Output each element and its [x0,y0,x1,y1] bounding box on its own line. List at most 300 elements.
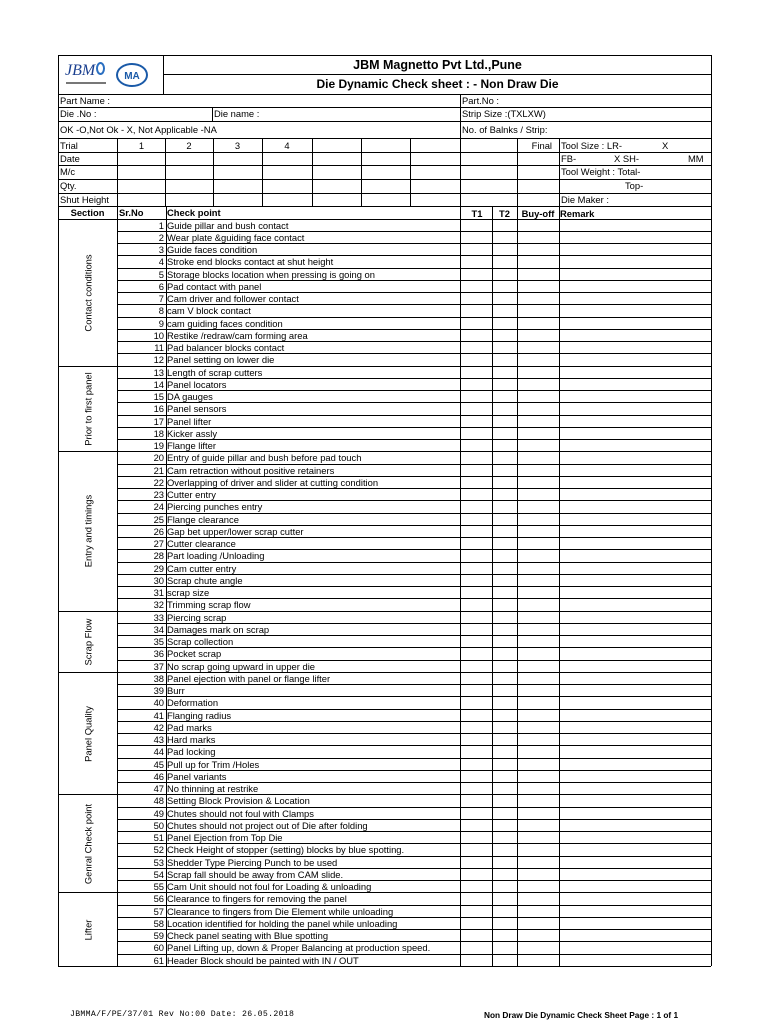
t1-entry-cell[interactable] [460,403,492,415]
buyoff-entry-cell[interactable] [517,746,559,758]
t2-entry-cell[interactable] [492,378,517,390]
t2-entry-cell[interactable] [492,746,517,758]
t2-entry-cell[interactable] [492,623,517,635]
buyoff-entry-cell[interactable] [517,354,559,366]
t1-entry-cell[interactable] [460,599,492,611]
tool-size-x: X [662,140,669,151]
row-number: 50 [153,819,164,831]
t1-entry-cell[interactable] [460,685,492,697]
section-boundary-line [58,892,711,893]
t2-entry-cell[interactable] [492,574,517,586]
t1-entry-cell[interactable] [460,819,492,831]
t2-entry-cell[interactable] [492,660,517,672]
t1-entry-cell[interactable] [460,648,492,660]
t1-entry-cell[interactable] [460,636,492,648]
row-line [117,905,711,906]
buyoff-entry-cell[interactable] [517,464,559,476]
t1-entry-cell[interactable] [460,562,492,574]
trial-number-4: 4 [284,140,290,151]
t1-entry-cell[interactable] [460,881,492,893]
buyoff-entry-cell[interactable] [517,293,559,305]
t1-entry-cell[interactable] [460,574,492,586]
t1-entry-cell[interactable] [460,721,492,733]
t2-entry-cell[interactable] [492,268,517,280]
t1-entry-cell[interactable] [460,807,492,819]
t1-entry-cell[interactable] [460,268,492,280]
t2-entry-cell[interactable] [492,550,517,562]
t2-entry-cell[interactable] [492,562,517,574]
t2-entry-cell[interactable] [492,415,517,427]
footer-doc-number: JBMMA/F/PE/37/01 Rev No:00 Date: 26.05.2018 [70,1010,295,1019]
t1-entry-cell[interactable] [460,942,492,954]
t2-entry-cell[interactable] [492,648,517,660]
t2-entry-cell[interactable] [492,305,517,317]
buyoff-entry-cell[interactable] [517,697,559,709]
buyoff-entry-cell[interactable] [517,391,559,403]
remark-entry-cell[interactable] [559,758,711,770]
remark-entry-cell[interactable] [559,721,711,733]
t2-entry-cell[interactable] [492,795,517,807]
row-line [117,353,711,354]
col-header-checkpoint: Check point [167,207,221,218]
remark-entry-cell[interactable] [559,440,711,452]
remark-entry-cell[interactable] [559,905,711,917]
t1-entry-cell[interactable] [460,280,492,292]
t1-entry-cell[interactable] [460,734,492,746]
t1-entry-cell[interactable] [460,342,492,354]
remark-entry-cell[interactable] [559,476,711,488]
row-line [117,268,711,269]
buyoff-entry-cell[interactable] [517,219,559,231]
buyoff-entry-cell[interactable] [517,415,559,427]
t2-entry-cell[interactable] [492,342,517,354]
t2-entry-cell[interactable] [492,231,517,243]
buyoff-entry-cell[interactable] [517,501,559,513]
remark-entry-cell[interactable] [559,525,711,537]
t1-entry-cell[interactable] [460,868,492,880]
t2-entry-cell[interactable] [492,758,517,770]
t2-entry-cell[interactable] [492,868,517,880]
t2-entry-cell[interactable] [492,403,517,415]
t1-entry-cell[interactable] [460,513,492,525]
buyoff-entry-cell[interactable] [517,305,559,317]
t1-entry-cell[interactable] [460,293,492,305]
t2-entry-cell[interactable] [492,501,517,513]
t2-entry-cell[interactable] [492,832,517,844]
shut-height-label: Shut Height [60,194,109,205]
t1-entry-cell[interactable] [460,832,492,844]
section-label: Prior to first panel [82,372,93,446]
t1-entry-cell[interactable] [460,305,492,317]
remark-entry-cell[interactable] [559,770,711,782]
buyoff-entry-cell[interactable] [517,378,559,390]
buyoff-entry-cell[interactable] [517,574,559,586]
remark-entry-cell[interactable] [559,795,711,807]
t2-entry-cell[interactable] [492,770,517,782]
remark-entry-cell[interactable] [559,415,711,427]
t1-entry-cell[interactable] [460,231,492,243]
remark-entry-cell[interactable] [559,807,711,819]
t2-entry-cell[interactable] [492,844,517,856]
t1-entry-cell[interactable] [460,366,492,378]
remark-entry-cell[interactable] [559,464,711,476]
t1-entry-cell[interactable] [460,758,492,770]
buyoff-entry-cell[interactable] [517,795,559,807]
t2-entry-cell[interactable] [492,391,517,403]
remark-entry-cell[interactable] [559,305,711,317]
check-point-text: Entry of guide pillar and bush before pad touch [167,452,362,464]
t2-entry-cell[interactable] [492,427,517,439]
row-line [117,402,711,403]
t2-entry-cell[interactable] [492,856,517,868]
buyoff-entry-cell[interactable] [517,611,559,623]
remark-entry-cell[interactable] [559,599,711,611]
remark-entry-cell[interactable] [559,366,711,378]
t1-entry-cell[interactable] [460,219,492,231]
remark-entry-cell[interactable] [559,452,711,464]
t1-entry-cell[interactable] [460,329,492,341]
remark-entry-cell[interactable] [559,734,711,746]
remark-entry-cell[interactable] [559,391,711,403]
remark-entry-cell[interactable] [559,623,711,635]
strip-size-label: Strip Size :(TXLXW) [462,108,546,119]
t1-entry-cell[interactable] [460,538,492,550]
buyoff-entry-cell[interactable] [517,562,559,574]
trial-label: Trial [60,140,78,151]
trial-hline [58,152,711,153]
buyoff-entry-cell[interactable] [517,329,559,341]
buyoff-entry-cell[interactable] [517,660,559,672]
t2-entry-cell[interactable] [492,244,517,256]
t1-entry-cell[interactable] [460,697,492,709]
t2-entry-cell[interactable] [492,599,517,611]
row-line [117,500,711,501]
t1-entry-cell[interactable] [460,550,492,562]
remark-entry-cell[interactable] [559,868,711,880]
remark-entry-cell[interactable] [559,648,711,660]
t1-entry-cell[interactable] [460,905,492,917]
remark-entry-cell[interactable] [559,636,711,648]
buyoff-entry-cell[interactable] [517,685,559,697]
t2-entry-cell[interactable] [492,807,517,819]
t2-entry-cell[interactable] [492,587,517,599]
t2-entry-cell[interactable] [492,293,517,305]
remark-entry-cell[interactable] [559,930,711,942]
t1-entry-cell[interactable] [460,660,492,672]
buyoff-entry-cell[interactable] [517,893,559,905]
t2-entry-cell[interactable] [492,917,517,929]
check-point-text: Wear plate &guiding face contact [167,231,305,243]
buyoff-entry-cell[interactable] [517,538,559,550]
t2-entry-cell[interactable] [492,329,517,341]
remark-entry-cell[interactable] [559,587,711,599]
t1-entry-cell[interactable] [460,427,492,439]
check-point-text: Hard marks [167,734,216,745]
buyoff-entry-cell[interactable] [517,440,559,452]
remark-entry-cell[interactable] [559,697,711,709]
row-line [117,390,711,391]
t1-entry-cell[interactable] [460,954,492,966]
t1-entry-cell[interactable] [460,256,492,268]
top-label: Top- [625,180,644,191]
buyoff-entry-cell[interactable] [517,832,559,844]
remark-entry-cell[interactable] [559,268,711,280]
buyoff-entry-cell[interactable] [517,758,559,770]
remark-entry-cell[interactable] [559,256,711,268]
buyoff-entry-cell[interactable] [517,452,559,464]
t2-entry-cell[interactable] [492,489,517,501]
remark-entry-cell[interactable] [559,538,711,550]
row-number: 21 [153,464,164,476]
buyoff-entry-cell[interactable] [517,403,559,415]
buyoff-entry-cell[interactable] [517,550,559,562]
buyoff-entry-cell[interactable] [517,636,559,648]
remark-entry-cell[interactable] [559,954,711,966]
remark-entry-cell[interactable] [559,501,711,513]
buyoff-entry-cell[interactable] [517,734,559,746]
buyoff-entry-cell[interactable] [517,856,559,868]
remark-entry-cell[interactable] [559,672,711,684]
col-header-srno: Sr.No [119,207,144,218]
t2-entry-cell[interactable] [492,538,517,550]
buyoff-entry-cell[interactable] [517,807,559,819]
remark-entry-cell[interactable] [559,611,711,623]
remark-entry-cell[interactable] [559,550,711,562]
row-number: 7 [158,293,164,304]
buyoff-entry-cell[interactable] [517,599,559,611]
t2-entry-cell[interactable] [492,219,517,231]
die-name-label: Die name : [214,108,260,119]
row-number: 40 [153,697,164,709]
t1-entry-cell[interactable] [460,452,492,464]
t2-entry-cell[interactable] [492,513,517,525]
logo-block [62,58,162,94]
remark-entry-cell[interactable] [559,378,711,390]
row-number: 4 [158,256,164,268]
t1-entry-cell[interactable] [460,844,492,856]
row-line [117,255,711,256]
buyoff-entry-cell[interactable] [517,930,559,942]
row-number: 31 [153,587,164,598]
buyoff-entry-cell[interactable] [517,366,559,378]
section-boundary-line [58,672,711,673]
row-number: 9 [158,317,164,329]
check-point-text: Length of scrap cutters [167,366,263,378]
check-point-text: Panel ejection with panel or flange lifter [167,672,331,684]
t1-entry-cell[interactable] [460,440,492,452]
t1-entry-cell[interactable] [460,476,492,488]
t2-entry-cell[interactable] [492,672,517,684]
row-number: 51 [153,832,164,843]
remark-entry-cell[interactable] [559,819,711,831]
remark-entry-cell[interactable] [559,844,711,856]
t2-entry-cell[interactable] [492,440,517,452]
jbm-logo-tagline [66,82,106,84]
info-line-2 [58,121,711,122]
remark-entry-cell[interactable] [559,893,711,905]
row-line [117,941,711,942]
remark-entry-cell[interactable] [559,513,711,525]
remark-entry-cell[interactable] [559,219,711,231]
t2-entry-cell[interactable] [492,954,517,966]
t2-entry-cell[interactable] [492,366,517,378]
buyoff-entry-cell[interactable] [517,709,559,721]
row-number: 57 [153,905,164,917]
buyoff-entry-cell[interactable] [517,770,559,782]
t2-entry-cell[interactable] [492,354,517,366]
remark-entry-cell[interactable] [559,280,711,292]
row-line [117,280,711,281]
t2-entry-cell[interactable] [492,905,517,917]
buyoff-entry-cell[interactable] [517,917,559,929]
t1-entry-cell[interactable] [460,709,492,721]
t1-entry-cell[interactable] [460,746,492,758]
t2-entry-cell[interactable] [492,734,517,746]
t2-entry-cell[interactable] [492,256,517,268]
remark-entry-cell[interactable] [559,709,711,721]
buyoff-entry-cell[interactable] [517,942,559,954]
buyoff-entry-cell[interactable] [517,783,559,795]
buyoff-entry-cell[interactable] [517,905,559,917]
t2-entry-cell[interactable] [492,525,517,537]
t2-entry-cell[interactable] [492,317,517,329]
remark-entry-cell[interactable] [559,783,711,795]
buyoff-entry-cell[interactable] [517,280,559,292]
t2-entry-cell[interactable] [492,636,517,648]
t1-entry-cell[interactable] [460,672,492,684]
row-line [117,647,711,648]
t2-entry-cell[interactable] [492,476,517,488]
t1-entry-cell[interactable] [460,917,492,929]
remark-entry-cell[interactable] [559,329,711,341]
section-boundary-line [58,366,711,367]
buyoff-entry-cell[interactable] [517,525,559,537]
buyoff-entry-cell[interactable] [517,513,559,525]
row-line [117,868,711,869]
t1-entry-cell[interactable] [460,856,492,868]
buyoff-entry-cell[interactable] [517,721,559,733]
t1-entry-cell[interactable] [460,893,492,905]
remark-entry-cell[interactable] [559,342,711,354]
buyoff-entry-cell[interactable] [517,317,559,329]
row-line [117,660,711,661]
remark-entry-cell[interactable] [559,317,711,329]
check-point-text: Location identified for holding the panel while unloading [167,917,398,929]
t2-entry-cell[interactable] [492,611,517,623]
t2-entry-cell[interactable] [492,942,517,954]
buyoff-entry-cell[interactable] [517,244,559,256]
remark-entry-cell[interactable] [559,660,711,672]
remark-entry-cell[interactable] [559,856,711,868]
t1-entry-cell[interactable] [460,317,492,329]
t1-entry-cell[interactable] [460,770,492,782]
remark-entry-cell[interactable] [559,489,711,501]
check-point-text: No thinning at restrike [167,783,259,794]
row-line [117,745,711,746]
buyoff-entry-cell[interactable] [517,672,559,684]
remark-entry-cell[interactable] [559,293,711,305]
remark-entry-cell[interactable] [559,942,711,954]
row-line [117,733,711,734]
buyoff-entry-cell[interactable] [517,954,559,966]
remark-entry-cell[interactable] [559,685,711,697]
buyoff-entry-cell[interactable] [517,819,559,831]
buyoff-entry-cell[interactable] [517,427,559,439]
remark-entry-cell[interactable] [559,746,711,758]
t1-entry-cell[interactable] [460,783,492,795]
remark-entry-cell[interactable] [559,403,711,415]
t1-entry-cell[interactable] [460,611,492,623]
row-line [117,954,711,955]
part-name-label: Part Name : [60,95,111,106]
t2-entry-cell[interactable] [492,452,517,464]
t2-entry-cell[interactable] [492,697,517,709]
remark-entry-cell[interactable] [559,562,711,574]
buyoff-entry-cell[interactable] [517,231,559,243]
remark-entry-cell[interactable] [559,354,711,366]
row-number: 26 [153,525,164,537]
buyoff-entry-cell[interactable] [517,623,559,635]
t1-entry-cell[interactable] [460,587,492,599]
t2-entry-cell[interactable] [492,819,517,831]
t1-entry-cell[interactable] [460,391,492,403]
t2-entry-cell[interactable] [492,721,517,733]
t2-entry-cell[interactable] [492,685,517,697]
t1-entry-cell[interactable] [460,623,492,635]
t1-entry-cell[interactable] [460,501,492,513]
t2-entry-cell[interactable] [492,930,517,942]
buyoff-entry-cell[interactable] [517,868,559,880]
buyoff-entry-cell[interactable] [517,587,559,599]
buyoff-entry-cell[interactable] [517,648,559,660]
remark-entry-cell[interactable] [559,231,711,243]
row-line [117,304,711,305]
t2-entry-cell[interactable] [492,464,517,476]
buyoff-entry-cell[interactable] [517,268,559,280]
check-point-text: scrap size [167,587,210,598]
remark-entry-cell[interactable] [559,917,711,929]
t2-entry-cell[interactable] [492,280,517,292]
t2-entry-cell[interactable] [492,893,517,905]
t1-entry-cell[interactable] [460,378,492,390]
t1-entry-cell[interactable] [460,354,492,366]
remark-entry-cell[interactable] [559,881,711,893]
remark-entry-cell[interactable] [559,574,711,586]
t1-entry-cell[interactable] [460,489,492,501]
remark-entry-cell[interactable] [559,832,711,844]
t1-entry-cell[interactable] [460,464,492,476]
t1-entry-cell[interactable] [460,795,492,807]
buyoff-entry-cell[interactable] [517,844,559,856]
buyoff-entry-cell[interactable] [517,489,559,501]
check-point-text: Panel Ejection from Top Die [167,832,283,843]
t1-entry-cell[interactable] [460,244,492,256]
remark-entry-cell[interactable] [559,427,711,439]
t1-entry-cell[interactable] [460,525,492,537]
buyoff-entry-cell[interactable] [517,476,559,488]
remark-entry-cell[interactable] [559,244,711,256]
info-line-3 [58,138,711,139]
t1-entry-cell[interactable] [460,930,492,942]
buyoff-entry-cell[interactable] [517,881,559,893]
t1-entry-cell[interactable] [460,415,492,427]
buyoff-entry-cell[interactable] [517,256,559,268]
buyoff-entry-cell[interactable] [517,342,559,354]
t2-entry-cell[interactable] [492,709,517,721]
t2-entry-cell[interactable] [492,783,517,795]
check-point-text: Guide pillar and bush contact [167,219,289,231]
t2-entry-cell[interactable] [492,881,517,893]
